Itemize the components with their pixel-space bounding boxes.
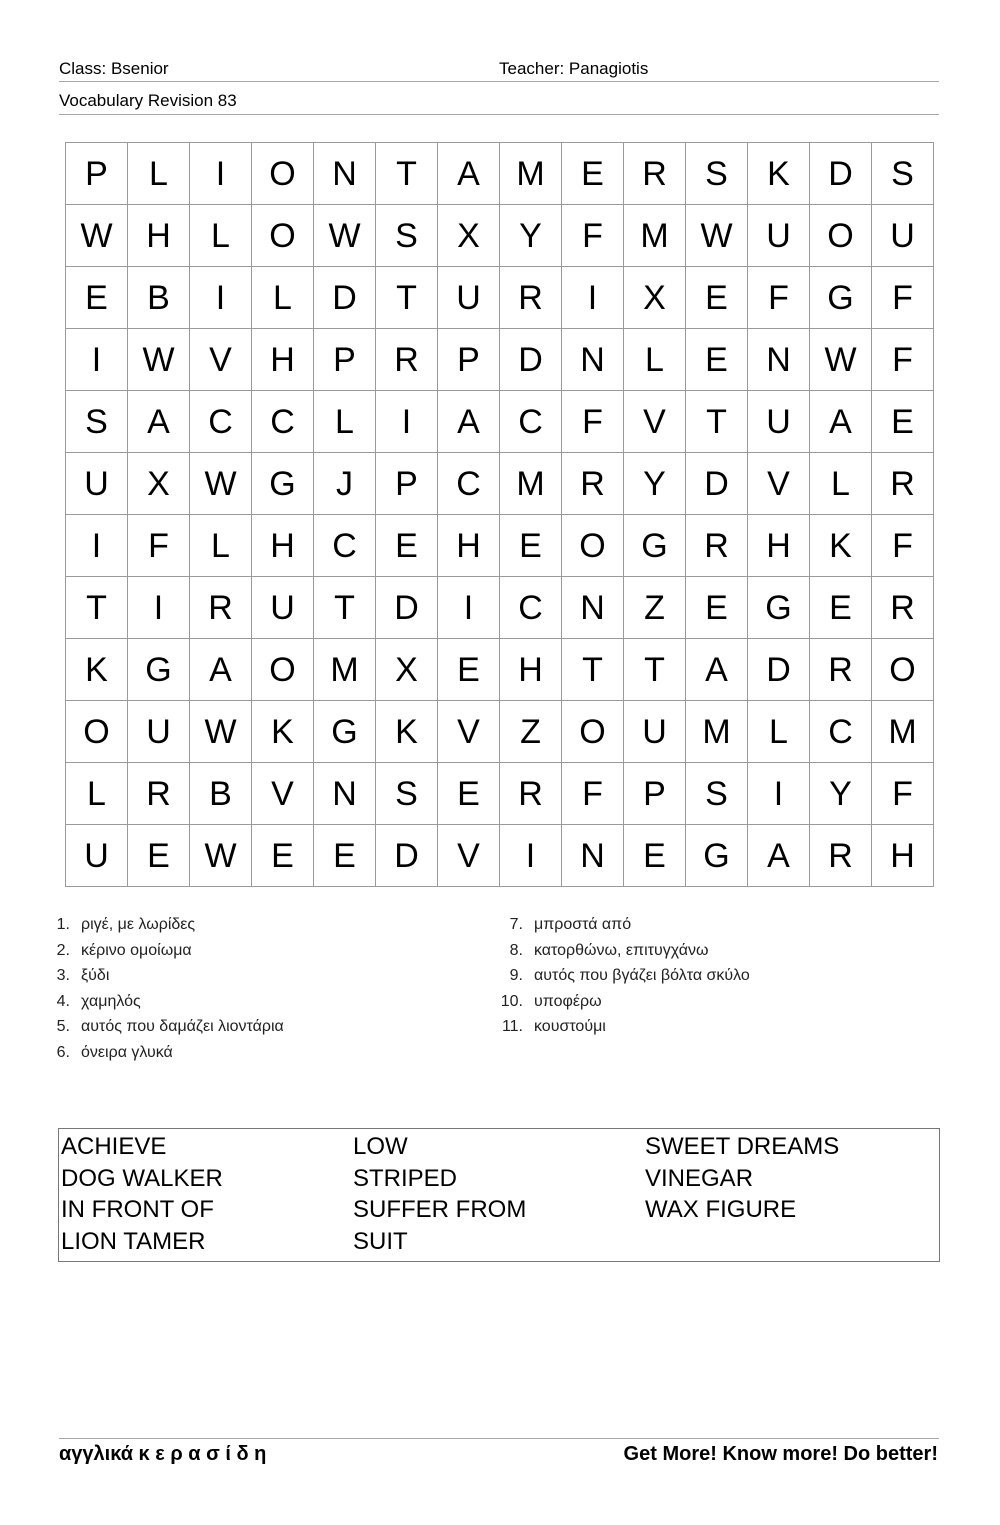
footer-slogan: Get More! Know more! Do better! (623, 1443, 938, 1465)
grid-cell[interactable]: M (500, 143, 562, 205)
grid-cell[interactable]: V (748, 453, 810, 515)
grid-cell[interactable]: A (438, 143, 500, 205)
grid-cell[interactable]: R (376, 329, 438, 391)
grid-cell[interactable]: U (872, 205, 934, 267)
clue-text: αυτός που βγάζει βόλτα σκύλο (534, 967, 750, 985)
grid-cell[interactable]: T (624, 639, 686, 701)
grid-cell[interactable]: O (66, 701, 128, 763)
grid-row (66, 329, 934, 391)
grid-cell[interactable]: B (128, 267, 190, 329)
grid-cell[interactable]: E (438, 639, 500, 701)
grid-cell[interactable]: C (314, 515, 376, 577)
word-bank-item: STRIPED (353, 1164, 458, 1192)
grid-cell[interactable]: W (314, 205, 376, 267)
grid-cell[interactable]: E (376, 515, 438, 577)
word-bank-item: VINEGAR (645, 1164, 754, 1192)
grid-cell[interactable]: I (190, 267, 252, 329)
grid-cell[interactable]: O (252, 205, 314, 267)
grid-cell[interactable]: V (190, 329, 252, 391)
grid-cell[interactable]: H (500, 639, 562, 701)
grid-cell[interactable]: F (562, 205, 624, 267)
grid-row (66, 577, 934, 639)
grid-cell[interactable]: K (376, 701, 438, 763)
worksheet-title: Vocabulary Revision 83 (59, 91, 237, 110)
grid-cell[interactable]: R (810, 639, 872, 701)
clue-number: 7. (509, 916, 523, 933)
grid-cell[interactable]: D (810, 143, 872, 205)
grid-cell[interactable]: E (624, 825, 686, 887)
clue-number: 4. (56, 992, 70, 1010)
grid-cell[interactable]: C (190, 391, 252, 453)
word-bank (58, 1128, 940, 1262)
grid-cell[interactable]: S (66, 391, 128, 453)
grid-cell[interactable]: B (190, 763, 252, 825)
header-row (59, 59, 939, 82)
grid-cell[interactable]: X (376, 639, 438, 701)
grid-cell[interactable]: D (376, 577, 438, 639)
grid-cell[interactable]: W (810, 329, 872, 391)
grid-cell[interactable]: U (624, 701, 686, 763)
grid-cell[interactable]: C (252, 391, 314, 453)
grid-cell[interactable]: R (624, 143, 686, 205)
grid-cell[interactable]: V (252, 763, 314, 825)
grid-cell[interactable]: O (562, 515, 624, 577)
grid-cell[interactable]: N (562, 825, 624, 887)
grid-cell[interactable]: A (748, 825, 810, 887)
grid-cell[interactable]: L (810, 453, 872, 515)
clue-text: μπροστά από (534, 916, 632, 933)
title-row (59, 91, 939, 115)
grid-cell[interactable]: P (376, 453, 438, 515)
clue-item (44, 1040, 284, 1066)
grid-cell[interactable]: W (128, 329, 190, 391)
grid-cell[interactable]: R (562, 453, 624, 515)
grid-row (66, 701, 934, 763)
grid-cell[interactable]: E (66, 267, 128, 329)
grid-cell[interactable]: D (748, 639, 810, 701)
grid-cell[interactable]: A (810, 391, 872, 453)
grid-cell[interactable]: E (562, 143, 624, 205)
clue-text: ξύδι (81, 967, 110, 985)
grid-cell[interactable]: G (748, 577, 810, 639)
grid-cell[interactable]: U (748, 205, 810, 267)
grid-cell[interactable]: R (500, 267, 562, 329)
clue-number: 9. (509, 967, 523, 985)
grid-cell[interactable]: E (500, 515, 562, 577)
teacher-label: Teacher: Panagiotis (499, 59, 649, 78)
grid-cell[interactable]: G (252, 453, 314, 515)
clue-list-right (497, 912, 750, 1040)
grid-cell[interactable]: I (190, 143, 252, 205)
grid-cell[interactable]: J (314, 453, 376, 515)
word-bank-item: ACHIEVE (61, 1133, 167, 1160)
grid-cell[interactable]: R (500, 763, 562, 825)
grid-cell[interactable]: P (624, 763, 686, 825)
grid-cell[interactable]: F (872, 329, 934, 391)
grid-cell[interactable]: C (810, 701, 872, 763)
grid-cell[interactable]: F (562, 391, 624, 453)
grid-cell[interactable]: U (252, 577, 314, 639)
word-bank-item: DOG WALKER (61, 1164, 223, 1192)
grid-cell[interactable]: F (562, 763, 624, 825)
grid-cell[interactable]: V (438, 701, 500, 763)
clue-item (497, 989, 750, 1015)
clue-number: 10. (500, 992, 523, 1010)
grid-cell[interactable]: I (438, 577, 500, 639)
grid-cell[interactable]: L (624, 329, 686, 391)
grid-cell[interactable]: F (872, 267, 934, 329)
grid-cell[interactable]: K (66, 639, 128, 701)
grid-cell[interactable]: Z (624, 577, 686, 639)
grid-cell[interactable]: I (376, 391, 438, 453)
grid-cell[interactable]: A (438, 391, 500, 453)
grid-cell[interactable]: R (128, 763, 190, 825)
grid-cell[interactable]: Y (624, 453, 686, 515)
grid-cell[interactable]: A (686, 639, 748, 701)
grid-cell[interactable]: L (190, 205, 252, 267)
clue-number: 11. (501, 1018, 523, 1036)
grid-cell[interactable]: I (66, 329, 128, 391)
clue-item (44, 912, 284, 938)
grid-cell[interactable]: T (376, 143, 438, 205)
grid-cell[interactable]: O (872, 639, 934, 701)
clue-list-left (44, 912, 284, 1066)
grid-row (66, 763, 934, 825)
grid-cell[interactable]: T (376, 267, 438, 329)
word-bank-item: WAX FIGURE (645, 1196, 797, 1224)
grid-cell[interactable]: U (66, 825, 128, 887)
word-search-grid (65, 142, 934, 887)
grid-cell[interactable]: F (872, 515, 934, 577)
grid-cell[interactable]: D (376, 825, 438, 887)
clue-number: 1. (56, 916, 70, 933)
clue-number: 5. (56, 1018, 70, 1036)
grid-cell[interactable]: N (314, 763, 376, 825)
grid-cell[interactable]: G (810, 267, 872, 329)
grid-cell[interactable]: C (500, 391, 562, 453)
grid-cell[interactable]: H (252, 329, 314, 391)
grid-cell[interactable]: W (190, 701, 252, 763)
grid-cell[interactable]: S (376, 205, 438, 267)
word-bank-item: LION TAMER (61, 1228, 206, 1256)
grid-cell[interactable]: H (128, 205, 190, 267)
grid-cell[interactable]: E (128, 825, 190, 887)
word-bank-column (353, 1131, 526, 1258)
grid-cell[interactable]: S (686, 143, 748, 205)
clue-text: υποφέρω (534, 992, 602, 1010)
grid-cell[interactable]: D (314, 267, 376, 329)
clue-text: χαμηλός (81, 992, 141, 1010)
grid-cell[interactable]: O (252, 639, 314, 701)
grid-cell[interactable]: M (686, 701, 748, 763)
word-bank-item: LOW (353, 1133, 408, 1160)
grid-cell[interactable]: M (500, 453, 562, 515)
grid-cell[interactable]: W (66, 205, 128, 267)
grid-cell[interactable]: E (686, 577, 748, 639)
grid-cell[interactable]: L (190, 515, 252, 577)
grid-cell[interactable]: N (562, 577, 624, 639)
grid-cell[interactable]: F (872, 763, 934, 825)
grid-cell[interactable]: D (500, 329, 562, 391)
grid-cell[interactable]: E (252, 825, 314, 887)
grid-cell[interactable]: E (314, 825, 376, 887)
grid-cell[interactable]: V (438, 825, 500, 887)
word-bank-item: SUIT (353, 1228, 408, 1256)
clue-text: όνειρα γλυκά (81, 1043, 173, 1061)
clue-item (44, 963, 284, 989)
grid-cell[interactable]: X (128, 453, 190, 515)
grid-cell[interactable]: N (562, 329, 624, 391)
grid-cell[interactable]: R (190, 577, 252, 639)
grid-cell[interactable]: K (810, 515, 872, 577)
grid-cell[interactable]: S (872, 143, 934, 205)
grid-cell[interactable]: T (314, 577, 376, 639)
grid-cell[interactable]: E (686, 329, 748, 391)
word-bank-column (645, 1131, 839, 1226)
grid-row (66, 639, 934, 701)
grid-row (66, 825, 934, 887)
clue-item (44, 938, 284, 964)
grid-cell[interactable]: T (686, 391, 748, 453)
footer-divider (59, 1438, 939, 1439)
grid-cell[interactable]: Z (500, 701, 562, 763)
grid-cell[interactable]: A (128, 391, 190, 453)
grid-cell[interactable]: R (810, 825, 872, 887)
grid-cell[interactable]: L (66, 763, 128, 825)
grid-cell[interactable]: P (438, 329, 500, 391)
grid-cell[interactable]: N (748, 329, 810, 391)
grid-cell[interactable]: A (190, 639, 252, 701)
grid-cell[interactable]: E (872, 391, 934, 453)
grid-cell[interactable]: C (438, 453, 500, 515)
grid-cell[interactable]: M (314, 639, 376, 701)
clue-number: 8. (509, 941, 523, 959)
clue-number: 3. (56, 967, 70, 985)
grid-cell[interactable]: W (686, 205, 748, 267)
grid-cell[interactable]: M (624, 205, 686, 267)
grid-cell[interactable]: P (314, 329, 376, 391)
grid-cell[interactable]: G (128, 639, 190, 701)
grid-cell[interactable]: K (748, 143, 810, 205)
grid-cell[interactable]: T (562, 639, 624, 701)
grid-cell[interactable]: K (252, 701, 314, 763)
word-bank-item: SUFFER FROM (353, 1196, 527, 1224)
grid-cell[interactable]: I (66, 515, 128, 577)
grid-cell[interactable]: D (686, 453, 748, 515)
grid-cell[interactable]: I (562, 267, 624, 329)
grid-cell[interactable]: H (872, 825, 934, 887)
word-bank-column (61, 1131, 223, 1258)
grid-cell[interactable]: U (748, 391, 810, 453)
grid-cell[interactable]: E (810, 577, 872, 639)
grid-cell[interactable]: E (438, 763, 500, 825)
grid-cell[interactable]: I (748, 763, 810, 825)
grid-cell[interactable]: E (686, 267, 748, 329)
clue-item (44, 989, 284, 1015)
grid-cell[interactable]: O (252, 143, 314, 205)
grid-cell[interactable]: W (190, 825, 252, 887)
clue-text: αυτός που δαμάζει λιοντάρια (81, 1018, 284, 1036)
grid-row (66, 391, 934, 453)
grid-cell[interactable]: G (686, 825, 748, 887)
grid-cell[interactable]: N (314, 143, 376, 205)
clue-item (497, 963, 750, 989)
grid-cell[interactable]: R (872, 453, 934, 515)
grid-cell[interactable]: U (66, 453, 128, 515)
grid-cell[interactable]: O (562, 701, 624, 763)
grid-cell[interactable]: G (624, 515, 686, 577)
grid-cell[interactable]: L (314, 391, 376, 453)
grid-cell[interactable]: G (314, 701, 376, 763)
clue-text: κουστούμι (534, 1018, 606, 1036)
grid-cell[interactable]: H (438, 515, 500, 577)
grid-cell[interactable]: P (66, 143, 128, 205)
clue-text: κατορθώνω, επιτυγχάνω (534, 941, 709, 959)
clue-number: 6. (56, 1043, 70, 1061)
grid-cell[interactable]: Y (810, 763, 872, 825)
grid-row (66, 143, 934, 205)
grid-row (66, 205, 934, 267)
word-bank-item: SWEET DREAMS (645, 1133, 840, 1160)
grid-cell[interactable]: I (500, 825, 562, 887)
word-bank-item: IN FRONT OF (61, 1196, 214, 1224)
grid-cell[interactable]: L (252, 267, 314, 329)
grid-row (66, 453, 934, 515)
clue-item (497, 1014, 750, 1040)
grid-cell[interactable]: M (872, 701, 934, 763)
grid-cell[interactable]: X (438, 205, 500, 267)
grid-cell[interactable]: V (624, 391, 686, 453)
grid-cell[interactable]: C (500, 577, 562, 639)
clue-text: ριγέ, με λωρίδες (81, 916, 196, 933)
grid-cell[interactable]: F (128, 515, 190, 577)
clue-item (497, 938, 750, 964)
grid-cell[interactable]: T (66, 577, 128, 639)
grid-cell[interactable]: H (748, 515, 810, 577)
grid-cell[interactable]: O (810, 205, 872, 267)
clue-number: 2. (56, 941, 70, 959)
grid-cell[interactable]: X (624, 267, 686, 329)
grid-cell[interactable]: R (872, 577, 934, 639)
grid-cell[interactable]: U (128, 701, 190, 763)
class-label: Class: Bsenior (59, 59, 169, 78)
grid-cell[interactable]: S (686, 763, 748, 825)
grid-cell[interactable]: R (686, 515, 748, 577)
clue-text: κέρινο ομοίωμα (81, 941, 192, 959)
grid-cell[interactable]: L (748, 701, 810, 763)
grid-row (66, 515, 934, 577)
grid-row (66, 267, 934, 329)
clue-item (497, 912, 750, 938)
grid-cell[interactable]: S (376, 763, 438, 825)
grid-cell[interactable]: L (128, 143, 190, 205)
grid-cell[interactable]: W (190, 453, 252, 515)
grid-cell[interactable]: U (438, 267, 500, 329)
grid-cell[interactable]: H (252, 515, 314, 577)
footer-brand: αγγλικά κ ε ρ α σ ί δ η (59, 1443, 267, 1465)
clue-item (44, 1014, 284, 1040)
grid-cell[interactable]: I (128, 577, 190, 639)
grid-cell[interactable]: F (748, 267, 810, 329)
grid-cell[interactable]: Y (500, 205, 562, 267)
